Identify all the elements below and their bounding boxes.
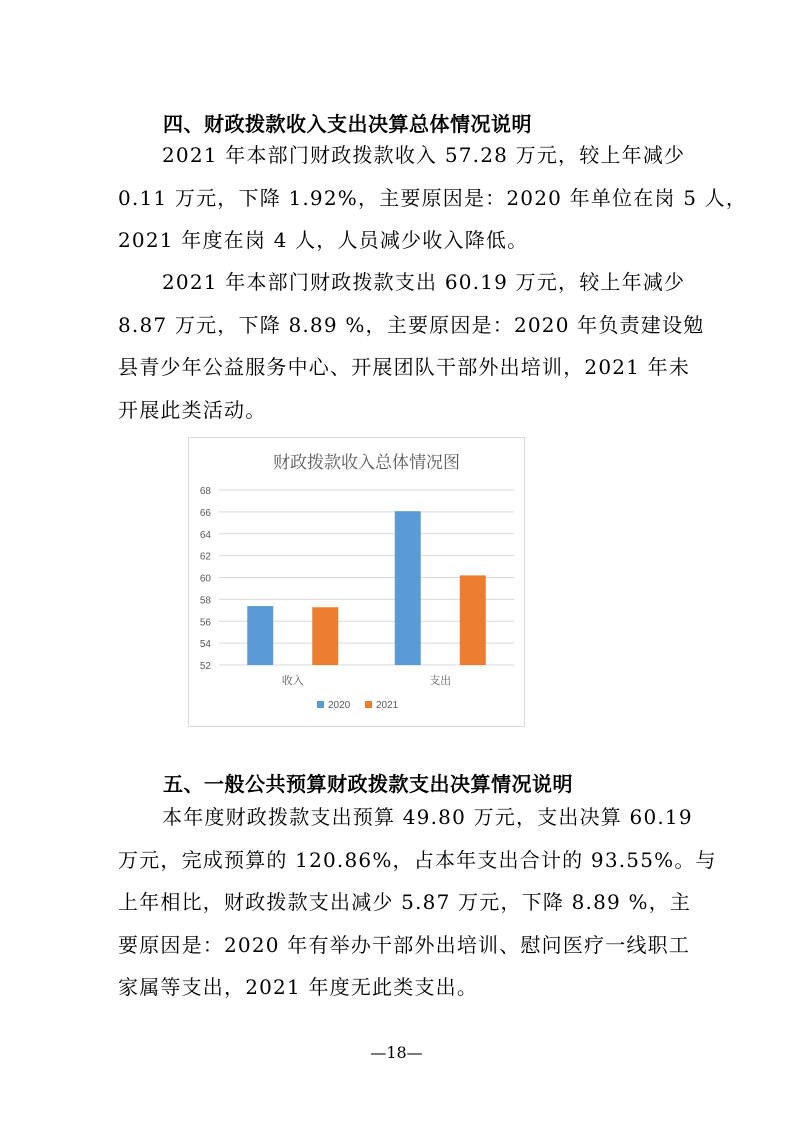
section-5-paragraph-1	[118, 796, 717, 1009]
text-line: 家属等支出，2021 年度无此类支出。	[118, 975, 479, 999]
bar-chart	[189, 438, 524, 726]
y-tick-label: 64	[199, 529, 211, 541]
y-tick-label: 52	[199, 661, 211, 672]
text-line: 8.87 万元，下降 8.89 %，主要原因是：2020 年负责建设勉	[118, 312, 705, 337]
section-4-paragraph-2	[118, 261, 705, 431]
y-tick-label: 60	[199, 573, 211, 585]
text-line: 本年度财政拨款支出预算 49.80 万元，支出决算 60.19	[162, 805, 693, 829]
section-4-paragraph-1	[118, 134, 748, 262]
legend-label-2020: 2020	[328, 700, 351, 711]
chart-title: 财政拨款收入总体情况图	[273, 453, 460, 472]
legend-swatch-2020	[317, 701, 324, 708]
y-tick-label: 68	[199, 486, 211, 497]
y-tick-label: 54	[199, 639, 211, 651]
chart-frame	[188, 437, 525, 727]
section-5-heading: 五、一般公共预算财政拨款支出决算情况说明	[163, 772, 573, 796]
bar-2020-0	[247, 606, 273, 665]
y-tick-label: 66	[199, 507, 211, 519]
section-4-heading: 四、财政拨款收入支出决算总体情况说明	[163, 112, 532, 136]
text-line: 2021 年本部门财政拨款支出 60.19 万元，较上年减少	[162, 270, 686, 294]
bar-2021-0	[312, 607, 338, 665]
text-line: 0.11 万元，下降 1.92%，主要原因是：2020 年单位在岗 5 人，	[118, 185, 748, 210]
page-number: —18—	[370, 1043, 423, 1062]
bar-2021-1	[460, 575, 486, 665]
legend-label-2021: 2021	[376, 700, 399, 711]
text-line: 开展此类活动。	[118, 397, 267, 422]
text-line: 2021 年度在岗 4 人，人员减少收入降低。	[118, 228, 529, 252]
bar-2020-1	[395, 511, 421, 665]
text-line: 要原因是：2020 年有举办干部外出培训、慰问医疗一线职工	[118, 932, 691, 957]
text-line: 2021 年本部门财政拨款收入 57.28 万元，较上年减少	[162, 143, 686, 167]
x-tick-label: 收入	[281, 675, 304, 687]
y-tick-label: 56	[199, 617, 211, 629]
y-tick-label: 62	[199, 551, 211, 563]
legend-swatch-2021	[365, 701, 372, 708]
y-tick-label: 58	[199, 595, 211, 607]
text-line: 县青少年公益服务中心、开展团队干部外出培训，2021 年未	[118, 355, 691, 379]
text-line: 万元，完成预算的 120.86%，占本年支出合计的 93.55%。与	[118, 847, 717, 872]
x-tick-label: 支出	[429, 675, 452, 687]
text-line: 上年相比，财政拨款支出减少 5.87 万元，下降 8.89 %，主	[118, 890, 692, 914]
